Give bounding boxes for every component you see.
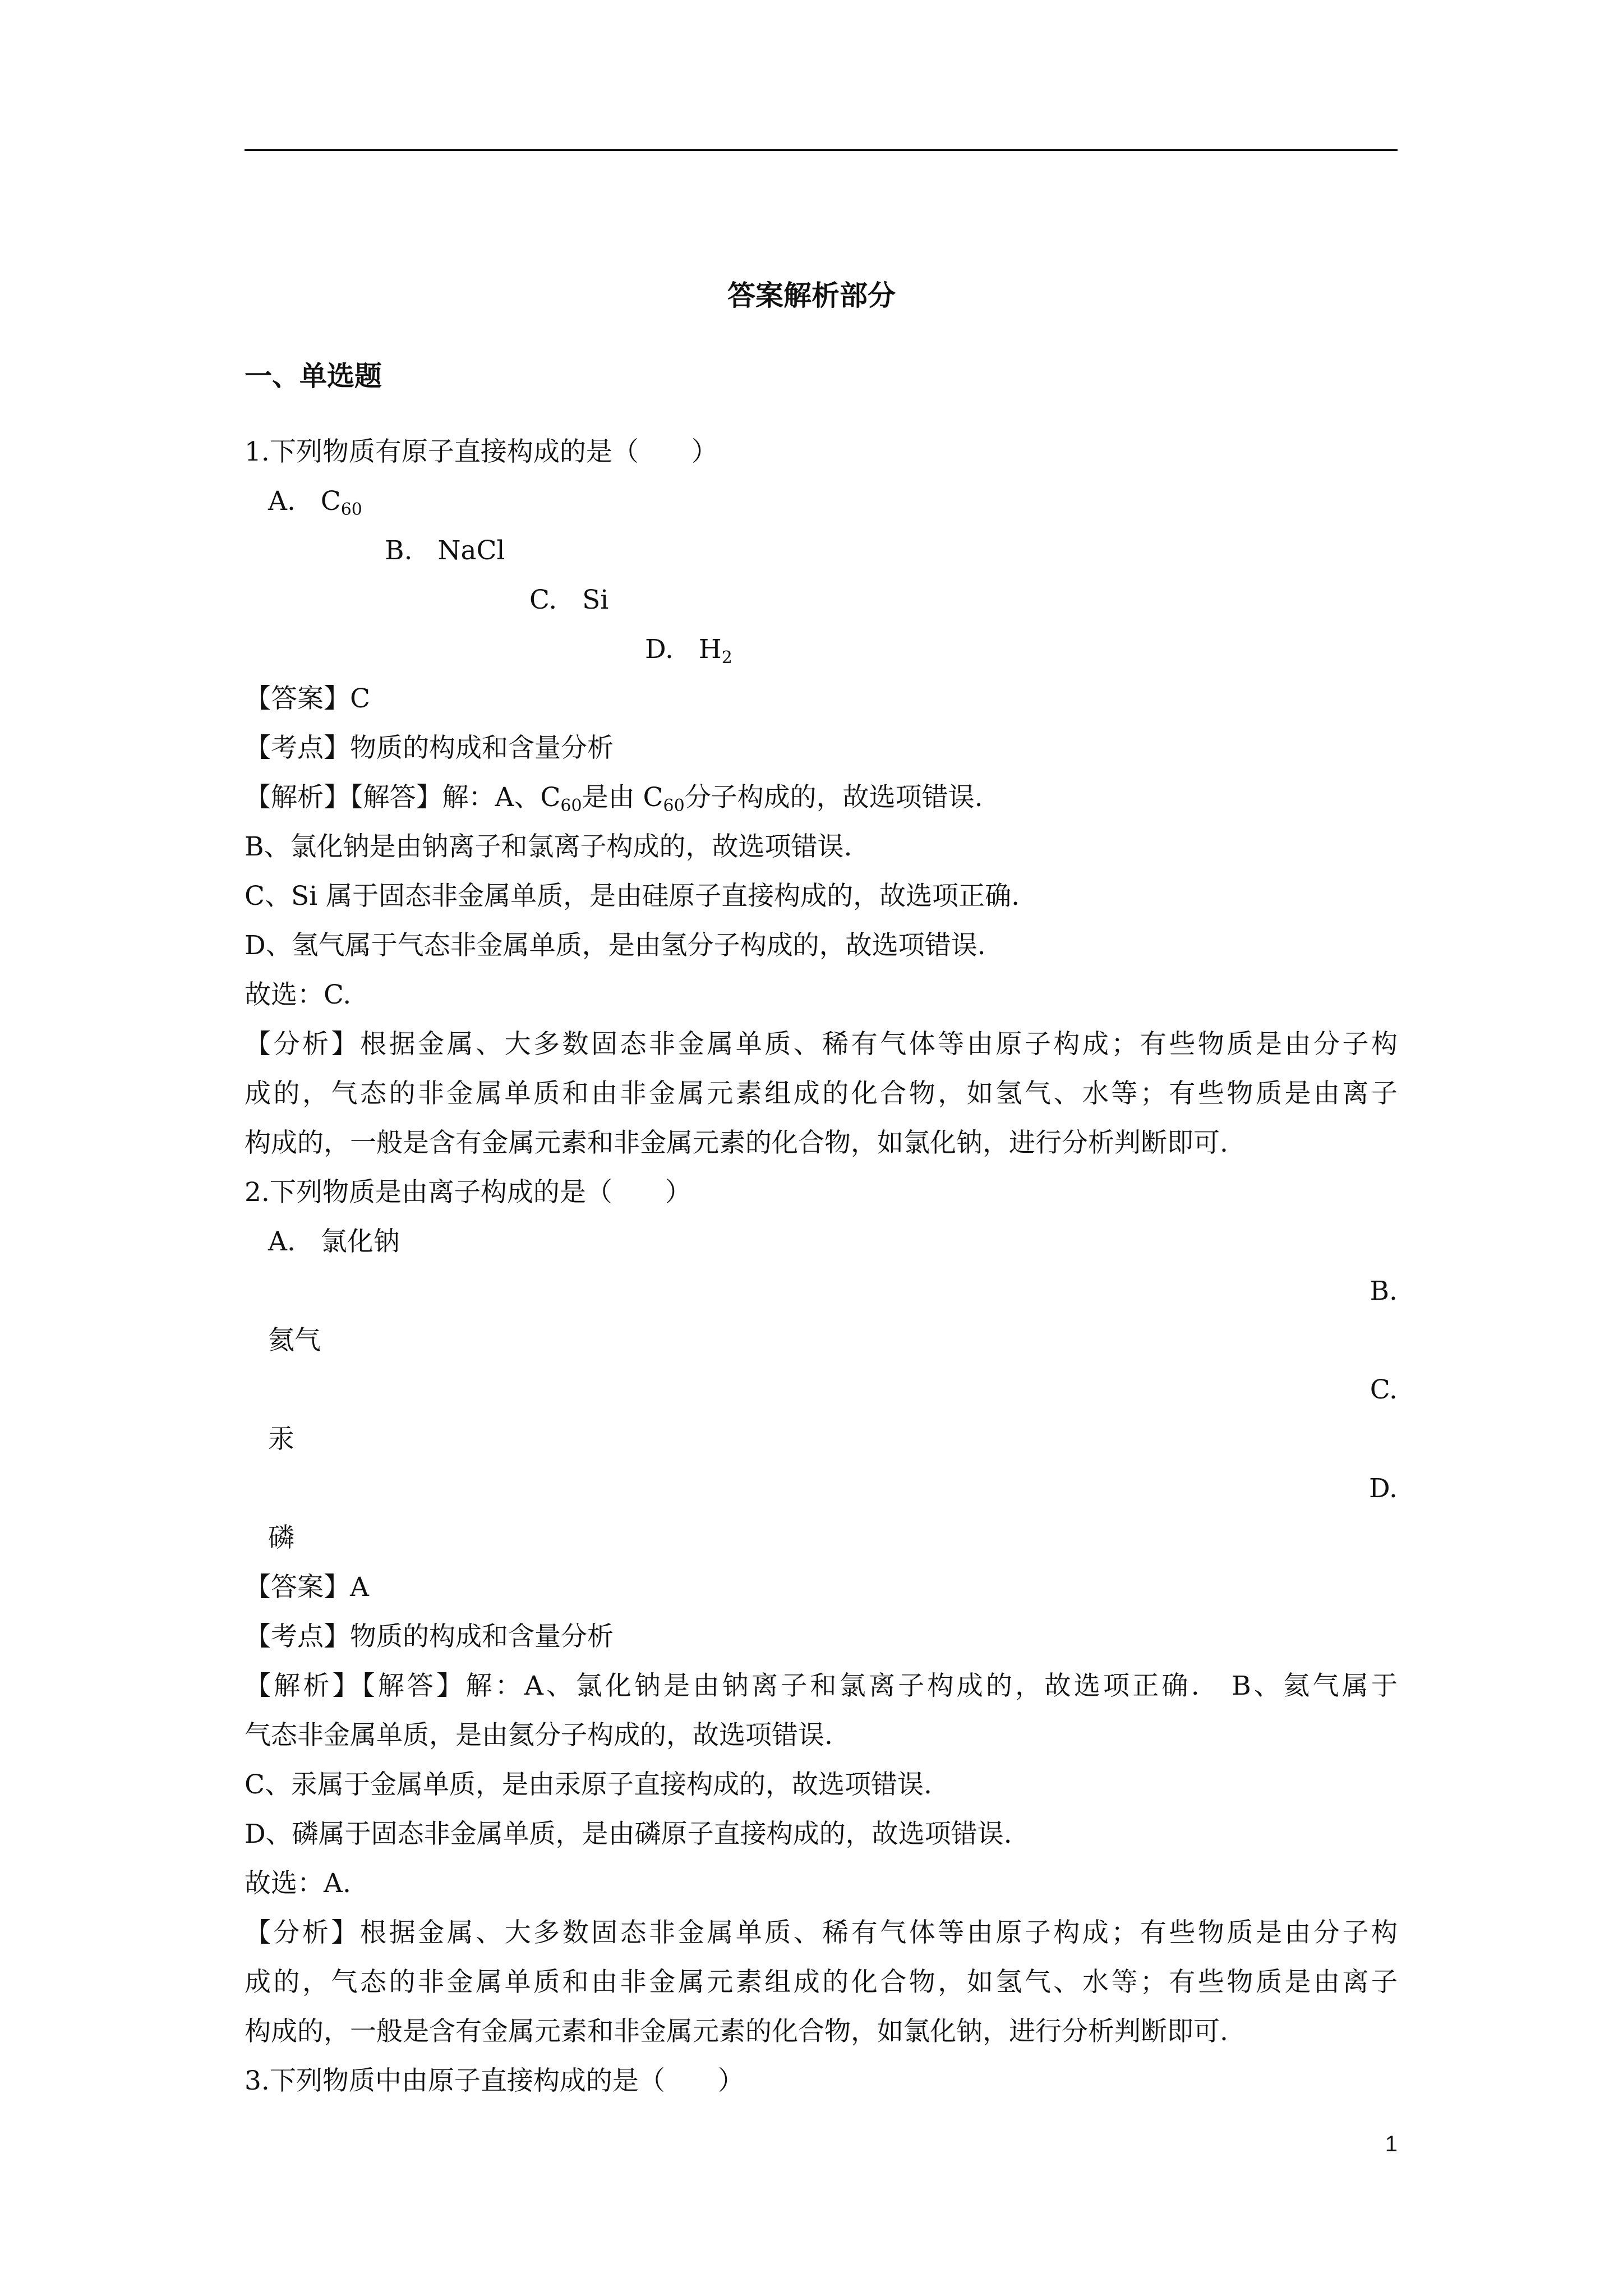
- page-number: 1: [1385, 2132, 1398, 2156]
- q1-option-a: A. $C_{60}$: [268, 486, 362, 519]
- q1-analysis-c: C、Si 属于固态非金属单质，是由硅原子直接构成的，故选项正确.: [245, 881, 1020, 912]
- page-title: 答案解析部分: [727, 279, 896, 312]
- q2-answer: 【答案】A: [245, 1572, 369, 1603]
- q1-option-c: C. Si: [529, 585, 609, 615]
- q2-analysis-line: C、汞属于金属单质，是由汞原子直接构成的，故选项错误.: [245, 1769, 932, 1800]
- q2-stem: 2.下列物质是由离子构成的是（ ）: [245, 1177, 691, 1208]
- q2-fenxi-line: 成的，气态的非金属单质和由非金属元素组成的化合物，如氢气、水等；有些物质是由离子: [245, 1967, 1398, 1998]
- q2-fenxi-line: 构成的，一般是含有金属元素和非金属元素的化合物，如氯化钠，进行分析判断即可.: [245, 2016, 1228, 2047]
- q2-option-d-letter: D.: [1369, 1473, 1398, 1504]
- q1-answer: 【答案】C: [245, 683, 370, 714]
- q2-point: 【考点】物质的构成和含量分析: [245, 1621, 614, 1652]
- q2-analysis-line: D、磷属于固态非金属单质，是由磷原子直接构成的，故选项错误.: [245, 1819, 1012, 1849]
- q1-choice: 故选：C.: [245, 979, 352, 1010]
- q1-fenxi-line: 成的，气态的非金属单质和由非金属元素组成的化合物，如氢气、水等；有些物质是由离子: [245, 1078, 1398, 1109]
- q3-stem: 3.下列物质中由原子直接构成的是（ ）: [245, 2065, 744, 2096]
- q1-fenxi-line: 【分析】根据金属、大多数固态非金属单质、稀有气体等由原子构成；有些物质是由分子构: [245, 1029, 1398, 1060]
- q1-fenxi-line: 构成的，一般是含有金属元素和非金属元素的化合物，如氯化钠，进行分析判断即可.: [245, 1128, 1228, 1158]
- q2-fenxi-line: 【分析】根据金属、大多数固态非金属单质、稀有气体等由原子构成；有些物质是由分子构: [245, 1917, 1398, 1948]
- q1-stem: 1.下列物质有原子直接构成的是（ ）: [245, 436, 718, 467]
- q2-option-b-text: 氦气: [268, 1325, 321, 1356]
- q2-option-c-letter: C.: [1370, 1374, 1398, 1405]
- q2-analysis-line: 气态非金属单质，是由氦分子构成的，故选项错误.: [245, 1720, 833, 1751]
- q1-analysis-b: B、氯化钠是由钠离子和氯离子构成的，故选项错误.: [245, 831, 852, 862]
- q2-option-b-letter: B.: [1370, 1276, 1398, 1306]
- q1-analysis-d: D、氢气属于气态非金属单质，是由氢分子构成的，故选项错误.: [245, 930, 986, 961]
- q1-analysis-a: 【解析】【解答】解：A、$C_{60}$是由 $C_{60}$分子构成的，故选项错误.: [245, 782, 983, 816]
- q2-choice: 故选：A.: [245, 1868, 351, 1899]
- q2-option-d-text: 磷: [268, 1522, 294, 1553]
- section-heading: 一、单选题: [245, 360, 382, 392]
- q1-option-d: D. $H_2$: [645, 634, 732, 668]
- q2-analysis-line: 【解析】【解答】解：A、氯化钠是由钠离子和氯离子构成的，故选项正确. B、氦气属于: [245, 1671, 1398, 1701]
- q2-option-a: A. 氯化钠: [268, 1226, 400, 1257]
- q1-point: 【考点】物质的构成和含量分析: [245, 733, 614, 763]
- q1-option-b: B. NaCl: [385, 535, 505, 566]
- header-rule: [245, 149, 1398, 151]
- q2-option-c-text: 汞: [268, 1424, 294, 1455]
